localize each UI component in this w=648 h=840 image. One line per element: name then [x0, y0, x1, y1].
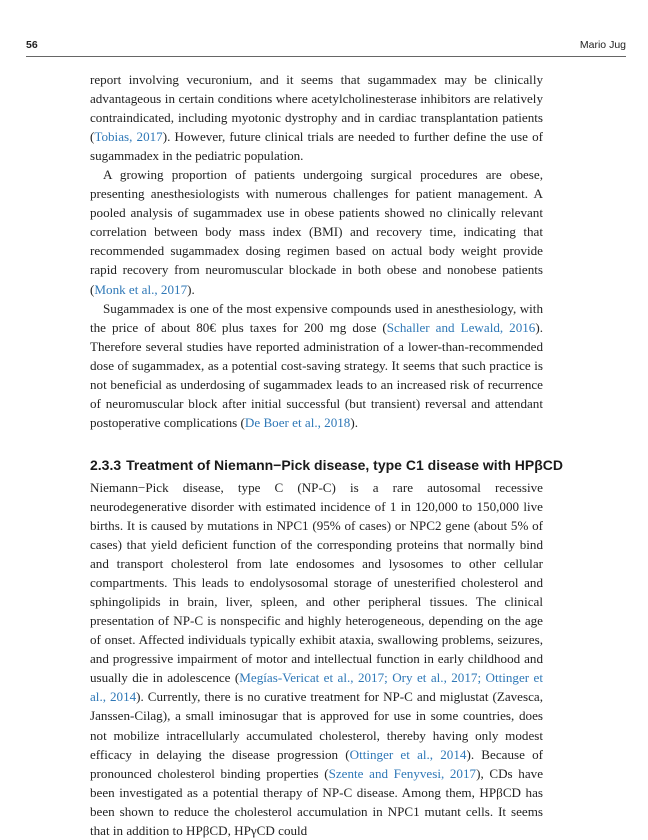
citation-link[interactable]: De Boer et al., 2018 [244, 414, 351, 430]
citation-link[interactable]: Schaller and Lewald, 2016 [386, 319, 536, 335]
section-heading [90, 456, 564, 475]
citation-link[interactable]: Tobias, 2017 [94, 129, 163, 145]
page-number: 56 [26, 39, 38, 51]
citation-link[interactable]: Szente and Fenyvesi, 2017 [328, 765, 477, 781]
paragraph: Sugammadex is one of the most expensive compounds used in anesthesiology, with the price of about 80€ plus taxes for 200 mg dose (Schaller and Lewald, 2016). Therefore several studies have reported administration of a lower-than-recommended dose of sugammadex, as a potential cost-saving strategy. It seems that such practice is not beneficial as underdosing of sugammadex leads to an increased risk of recurrence of neuromuscular block after initial successful (but transient) reversal and attendant postoperative complications (De Boer et al., 2018). [90, 300, 543, 430]
section-number: 2.3.3 [90, 456, 122, 473]
header-rule [26, 56, 626, 57]
paragraph: A growing proportion of patients undergoing surgical procedures are obese, presenting anesthesiologists with numerous challenges for patient management. A pooled analysis of sugammadex use in obese patients showed no clinically relevant correlation between body mass index (BMI) and recovery time, indicating that recommended sugammadex dosing regimen based on actual body weight provide rapid recovery from neuromuscular blockade in both obese and nonobese patients (Monk et al., 2017). [90, 167, 543, 297]
citation-link[interactable]: Ottinger et al., 2014 [349, 746, 467, 762]
section-title: Treatment of Niemann−Pick disease, type C1 disease with HPβCD [126, 456, 564, 473]
running-head [26, 39, 626, 55]
body-text [90, 70, 564, 840]
citation-link[interactable]: Monk et al., 2017 [94, 281, 188, 297]
paragraph: Niemann−Pick disease, type C (NP-C) is a rare autosomal recessive neurodegenerative disorder with estimated incidence of 1 in 120,000 to 150,000 live births. It is caused by mutations in NPC1 (95% of cases) or NPC2 gene (about 5% of cases) that yield deficient function of the corresponding proteins that normally bind and transport cholesterol from late endosomes and lysosomes to other cellular compartments. This leads to endolysosomal storage of unesterified cholesterol and sphingolipids in brain, liver, spleen, and other peripheral tissues. The clinical presentation of NP-C is nonspecific and highly heterogeneous, depending on the age of onset. Affected individuals typically exhibit ataxia, swallowing problems, seizures, and progressive impairment of motor and intellectual function in early childhood and usually die in adolescence (Megías-Vericat et al., 2017; Ory et al., 2017; Ottinger et al., 2014). Currently, there is no curative treatment for NP-C and miglustat (Zavesca, Janssen-Cilag), a small iminosugar that is approved for use in some countries, does not mobilize intracellularly accumulated cholesterol, thereby having only modest efficacy in delaying the disease progression (Ottinger et al., 2014). Because of pronounced cholesterol binding properties (Szente and Fenyvesi, 2017), CDs have been investigated as a potential therapy of NP-C disease. Among them, HPβCD has been shown to reduce the cholesterol accumulation in NPC1 mutant cells. It seems that in addition to HPβCD, HPγCD could [90, 479, 544, 838]
running-head-author: Mario Jug [579, 39, 626, 51]
citation-link[interactable]: Megías-Vericat et al., 2017; Ory et al., 2017; Ottinger et al., 2014 [90, 670, 544, 705]
paragraph: report involving vecuronium, and it seems that sugammadex may be clinically advantageous in certain conditions where acetylcholinesterase inhibitors are relatively contraindicated, including myotonic dystrophy and in cardiac transplantation patients (Tobias, 2017). However, future clinical trials are needed to further define the use of sugammadex in the pediatric population. [90, 72, 543, 164]
